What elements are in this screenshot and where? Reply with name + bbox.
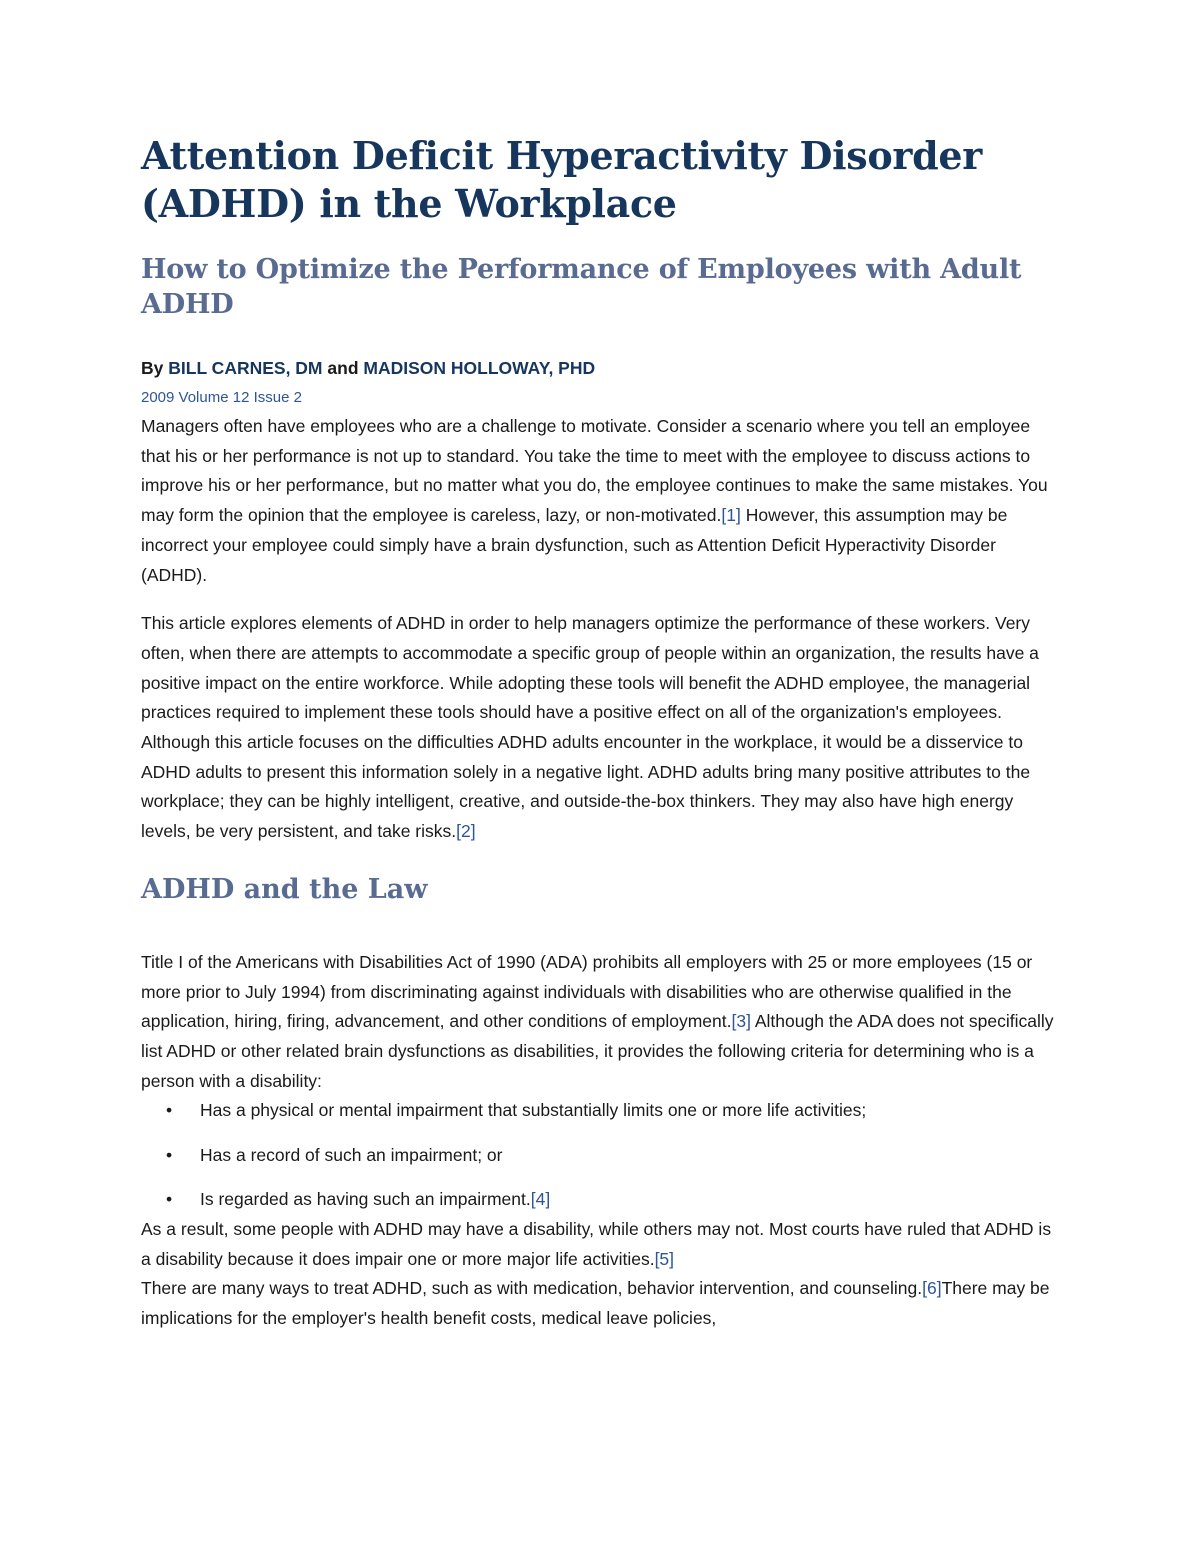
list-item bbox=[141, 1185, 1056, 1215]
law-paragraph-3 bbox=[141, 1274, 1056, 1333]
paragraph-text: As a result, some people with ADHD may have a disability, while others may not. Most courts have ruled that ADHD is a disability because it does impair one or more major life activities. bbox=[141, 1219, 1052, 1269]
author-link-carnes[interactable]: BILL CARNES, DM bbox=[168, 358, 323, 378]
footnote-ref-4[interactable]: [4] bbox=[530, 1189, 551, 1210]
list-item-text: Has a record of such an impairment; or bbox=[200, 1144, 503, 1165]
issue-info: 2009 Volume 12 Issue 2 bbox=[141, 389, 302, 406]
paragraph-text: Managers often have employees who are a challenge to motivate. Consider a scenario where you tell an employee that his or her performance is not up to standard. You take the time to meet with the employee to discuss actions to improve his or her performance, but no matter what you do, the employee continues to make the same mistakes. You may form the opinion that the employee is careless, lazy, or non-motivated. bbox=[141, 416, 1048, 526]
list-item-text: Is regarded as having such an impairment. bbox=[200, 1189, 531, 1210]
article-title: Attention Deficit Hyperactivity Disorder (ADHD) in the Workplace bbox=[141, 133, 982, 226]
byline-prefix: By bbox=[141, 358, 164, 378]
list-item-text: Has a physical or mental impairment that substantially limits one or more life activities; bbox=[200, 1100, 867, 1121]
footnote-ref-1[interactable]: [1] bbox=[721, 505, 741, 526]
footnote-ref-2[interactable]: [2] bbox=[456, 821, 476, 842]
paragraph-text: Title I of the Americans with Disabilities Act of 1990 (ADA) prohibits all employers with 25 or more employees (15 or more prior to July 1994) from discriminating against individuals with disabilities who are otherwise qualified in the application, hiring, firing, advancement, and other conditions of employment. bbox=[141, 951, 1033, 1032]
paragraph-text: There may be implications for the employer's health benefit costs, medical leave policies, bbox=[141, 1278, 1050, 1329]
paragraph-text: However, this assumption may be incorrect your employee could simply have a brain dysfunction, such as Attention Deficit Hyperactivity Disorder (ADHD). bbox=[141, 505, 1008, 585]
list-item bbox=[141, 1141, 1056, 1171]
paragraph-text: Although the ADA does not specifically list ADHD or other related brain dysfunctions as disabilities, it provides the following criteria for determining who is a person with a disability: bbox=[141, 1011, 1054, 1091]
article-subtitle: How to Optimize the Performance of Employees with Adult ADHD bbox=[141, 254, 1022, 320]
disability-criteria-list bbox=[141, 1096, 1056, 1215]
section-heading-law: ADHD and the Law bbox=[141, 873, 428, 905]
paragraph-text: This article explores elements of ADHD in order to help managers optimize the performance of these workers. Very often, when there are attempts to accommodate a specific group of people within an organization, the results have a positive impact on the entire workforce. While adopting these tools will benefit the ADHD employee, the managerial practices required to implement these tools should have a positive effect on all of the organization's employees. Although this article focuses on the difficulties ADHD adults encounter in the workplace, it would be a disservice to ADHD adults to present this information solely in a negative light. ADHD adults bring many positive attributes to the workplace; they can be highly intelligent, creative, and outside-the-box thinkers. They may also have high energy levels, be very persistent, and take risks. bbox=[141, 613, 1039, 842]
author-link-holloway[interactable]: MADISON HOLLOWAY, PHD bbox=[363, 358, 596, 378]
law-paragraph-1 bbox=[141, 948, 1056, 1097]
bullet-icon: • bbox=[166, 1144, 173, 1165]
bullet-icon: • bbox=[166, 1100, 173, 1121]
bullet-icon: • bbox=[166, 1189, 173, 1210]
article-page bbox=[141, 132, 1056, 1334]
intro-paragraph-1 bbox=[141, 412, 1056, 590]
paragraph-text: There are many ways to treat ADHD, such as with medication, behavior intervention, and counseling. bbox=[141, 1278, 923, 1299]
footnote-ref-6[interactable]: [6] bbox=[922, 1278, 942, 1299]
law-paragraph-2 bbox=[141, 1215, 1056, 1274]
list-item bbox=[141, 1096, 1056, 1126]
footnote-ref-3[interactable]: [3] bbox=[731, 1011, 751, 1032]
footnote-ref-5[interactable]: [5] bbox=[654, 1248, 675, 1269]
byline-conjunction: and bbox=[327, 358, 359, 378]
byline bbox=[141, 355, 1056, 381]
intro-paragraph-2 bbox=[141, 609, 1056, 847]
